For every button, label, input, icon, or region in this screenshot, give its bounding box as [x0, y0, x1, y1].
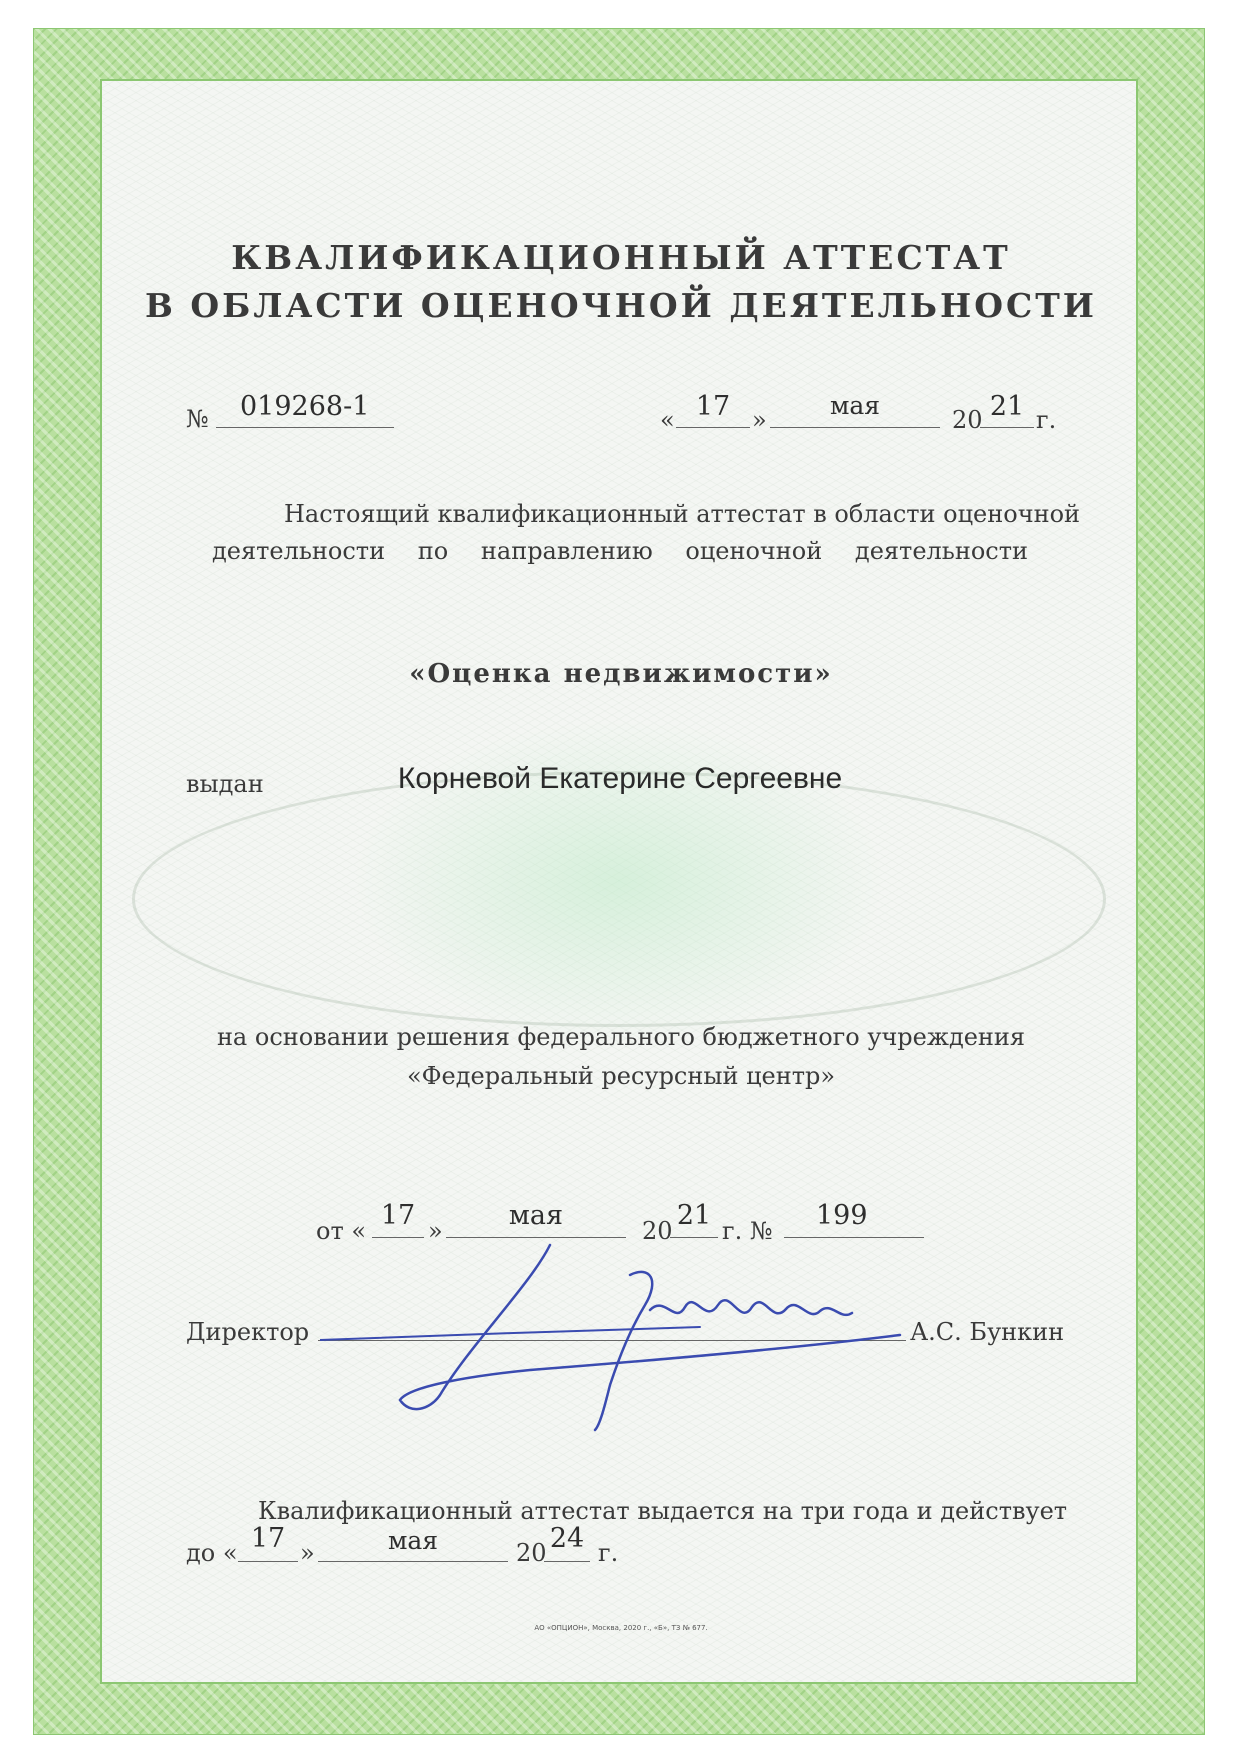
- decision-year-unit: г. №: [722, 1217, 773, 1245]
- signatory-name: А.С. Бункин: [910, 1318, 1065, 1346]
- validity-year-suffix: 24: [549, 1523, 585, 1554]
- basis-line-2: «Федеральный ресурсный центр»: [406, 1062, 836, 1090]
- decision-year-prefix: 20: [642, 1217, 673, 1245]
- number-label: №: [186, 405, 209, 433]
- validity-year-prefix: 20: [516, 1539, 547, 1567]
- date-month-underline: [770, 427, 940, 428]
- validity-month: мая: [387, 1526, 439, 1555]
- validity-day-underline: [238, 1561, 298, 1562]
- intro-line-1: Настоящий квалификационный аттестат в области оценочной: [284, 500, 1081, 528]
- decision-from-label: от «: [316, 1217, 367, 1245]
- validity-day: 17: [250, 1523, 286, 1554]
- title-line-2: В ОБЛАСТИ ОЦЕНОЧНОЙ ДЕЯТЕЛЬНОСТИ: [145, 286, 1097, 325]
- date-year-underline: [980, 427, 1034, 428]
- ornamental-border: [33, 28, 1205, 1735]
- decision-month: мая: [508, 1200, 564, 1231]
- signature-role: Директор: [186, 1318, 310, 1346]
- date-month: мая: [829, 391, 881, 420]
- validity-year-unit: г.: [598, 1539, 619, 1567]
- issued-label: выдан: [186, 770, 264, 798]
- date-quote-open: «: [660, 406, 675, 434]
- basis-line-1: на основании решения федерального бюджетного учреждения: [216, 1023, 1026, 1051]
- validity-until-label: до «: [186, 1539, 238, 1567]
- validity-month-underline: [318, 1561, 508, 1562]
- date-year-prefix: 20: [952, 406, 983, 434]
- direction-title: «Оценка недвижимости»: [409, 659, 833, 689]
- date-day: 17: [695, 391, 731, 422]
- validity-line-1: Квалификационный аттестат выдается на три года и действует: [258, 1497, 1068, 1525]
- intro-line-2: деятельности по направлению оценочной деятельности: [212, 537, 1028, 565]
- decision-number: 199: [816, 1200, 868, 1231]
- date-year-unit: г.: [1036, 406, 1057, 434]
- printer-note: АО «ОПЦИОН», Москва, 2020 г., «Б», ТЗ № 677.: [534, 1624, 708, 1632]
- validity-quote-close: »: [300, 1539, 315, 1567]
- decision-day: 17: [380, 1200, 416, 1231]
- validity-year-underline: [544, 1561, 590, 1562]
- certificate-number: 019268-1: [240, 391, 370, 422]
- signature-drawing: [320, 1235, 920, 1435]
- date-quote-close: »: [752, 406, 767, 434]
- date-year-suffix: 21: [989, 391, 1025, 422]
- decision-quote-close: »: [428, 1217, 443, 1245]
- number-underline: [216, 427, 394, 428]
- holder-name: Корневой Екатерине Сергеевне: [397, 762, 843, 795]
- decision-year-suffix: 21: [676, 1200, 712, 1231]
- date-day-underline: [676, 427, 750, 428]
- title-line-1: КВАЛИФИКАЦИОННЫЙ АТТЕСТАТ: [231, 238, 1011, 277]
